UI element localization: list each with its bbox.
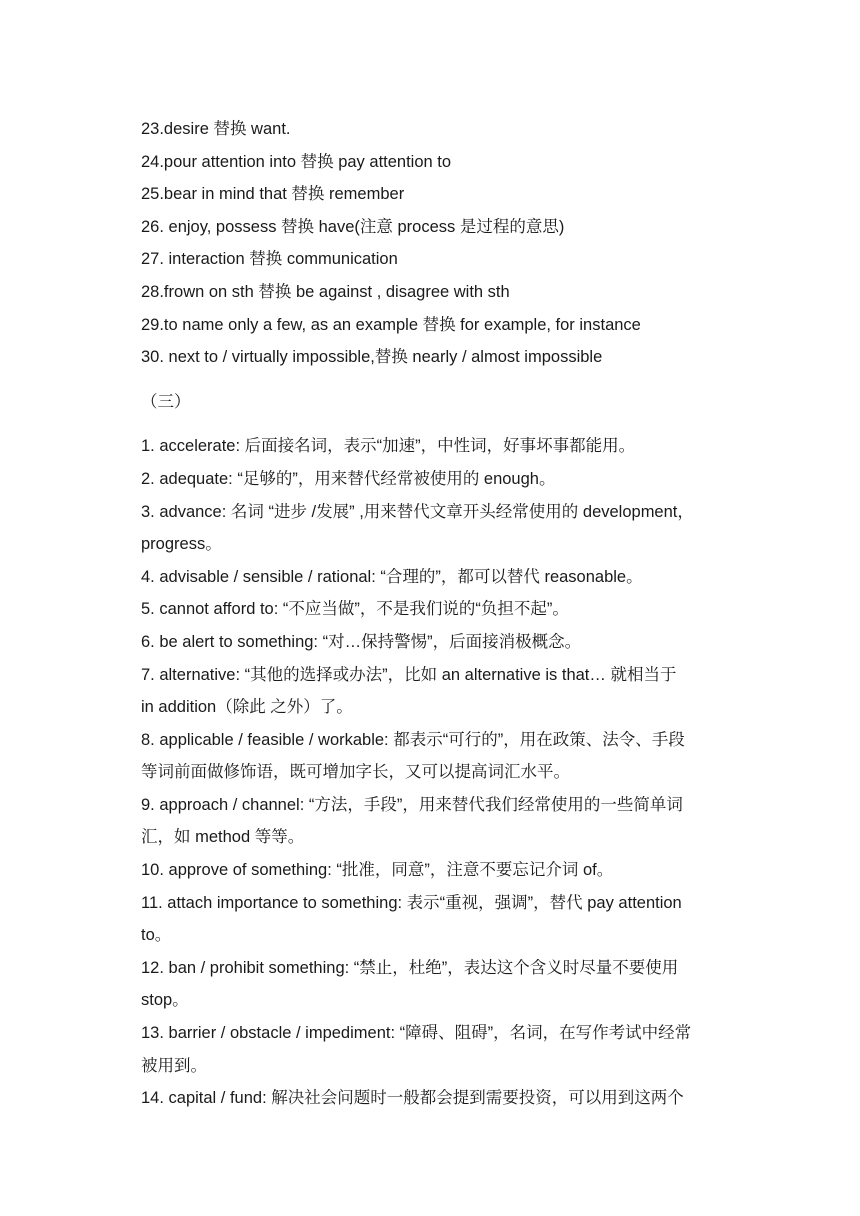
list-item: 6. be alert to something: “对…保持警惕”，后面接消极概念。 <box>141 632 582 651</box>
list-item-continuation: in addition（除此 之外）了。 <box>141 698 353 717</box>
list-item: 12. ban / prohibit something: “禁止，杜绝”，表达这个含义时尽量不要使用 <box>141 958 679 977</box>
list-item: 2. adequate: “足够的”，用来替代经常被使用的 enough。 <box>141 469 556 488</box>
list-item: 1. accelerate: 后面接名词，表示“加速”，中性词，好事坏事都能用。 <box>141 437 636 456</box>
list-item: 25.bear in mind that 替换 remember <box>141 185 405 204</box>
list-item: 5. cannot afford to: “不应当做”，不是我们说的“负担不起”。 <box>141 600 569 619</box>
list-item: 30. next to / virtually impossible,替换 nearly / almost impossible <box>141 348 603 367</box>
list-item: 23.desire 替换 want. <box>141 120 291 138</box>
list-item: 14. capital / fund: 解决社会问题时一般都会提到需要投资，可以用到这两个 <box>141 1089 684 1108</box>
section-heading: （三） <box>141 392 191 411</box>
list-item: 3. advance: 名词 “进步 /发展” ,用来替代文章开头经常使用的 development， <box>141 502 694 521</box>
list-item: 10. approve of something: “批准，同意”，注意不要忘记介词 of。 <box>141 861 614 880</box>
list-item-continuation: progress。 <box>141 535 222 554</box>
list-item: 8. applicable / feasible / workable: 都表示“可行的”，用在政策、法令、手段 <box>141 730 685 749</box>
list-item: 11. attach importance to something: 表示“重视，强调”，替代 pay attention <box>141 893 682 912</box>
list-item: 27. interaction 替换 communication <box>141 250 398 269</box>
document-body <box>141 113 741 1115</box>
list-item: 4. advisable / sensible / rational: “合理的”，都可以替代 reasonable。 <box>141 567 643 586</box>
list-item: 29.to name only a few, as an example 替换 for example, for instance <box>141 315 641 334</box>
list-item: 24.pour attention into 替换 pay attention to <box>141 152 452 171</box>
list-item-continuation: to。 <box>141 926 172 945</box>
list-item: 9. approach / channel: “方法，手段”，用来替代我们经常使用的一些简单词 <box>141 795 683 814</box>
list-item: 13. barrier / obstacle / impediment: “障碍、阻碍”，名词，在写作考试中经常 <box>141 1024 692 1043</box>
list-item: 28.frown on sth 替换 be against , disagree with sth <box>141 282 510 301</box>
list-item: 7. alternative: “其他的选择或办法”，比如 an alternative is that… 就相当于 <box>141 665 677 684</box>
list-item-continuation: stop。 <box>141 991 189 1010</box>
list-item: 26. enjoy, possess 替换 have(注意 process 是过程的意思) <box>141 217 565 236</box>
list-item-continuation: 被用到。 <box>141 1056 207 1075</box>
list-item-continuation: 等词前面做修饰语，既可增加字长，又可以提高词汇水平。 <box>141 763 570 782</box>
list-item-continuation: 汇，如 method 等等。 <box>141 828 305 847</box>
